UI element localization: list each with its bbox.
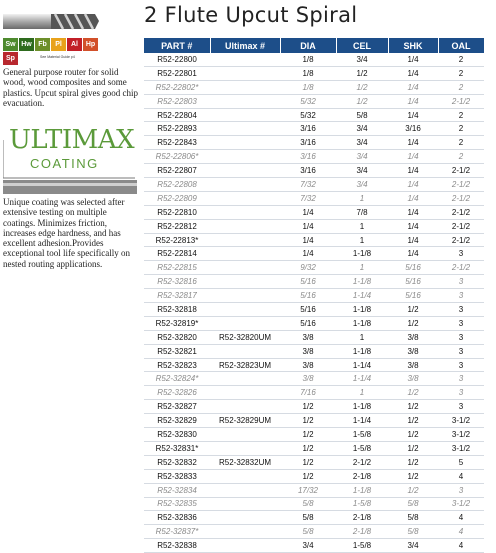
cell-ultimax	[210, 289, 280, 303]
cell-part: R52-22802*	[144, 80, 210, 94]
table-row	[144, 483, 484, 497]
cell-shk: 1/4	[388, 80, 438, 94]
cell-shk: 1/4	[388, 191, 438, 205]
cell-dia: 1/2	[280, 441, 336, 455]
cell-shk: 3/8	[388, 344, 438, 358]
cell-shk: 1/2	[388, 483, 438, 497]
table-row	[144, 330, 484, 344]
cell-ultimax	[210, 428, 280, 442]
cell-cel: 1-1/4	[336, 358, 388, 372]
cell-shk: 5/16	[388, 275, 438, 289]
cell-ultimax	[210, 469, 280, 483]
cell-oal: 2-1/2	[438, 233, 484, 247]
cell-shk: 1/4	[388, 66, 438, 80]
cell-oal: 3	[438, 289, 484, 303]
table-header-row	[144, 38, 484, 53]
cell-part: R52-32837*	[144, 525, 210, 539]
cell-shk: 1/2	[388, 428, 438, 442]
cell-part: R52-32817	[144, 289, 210, 303]
cell-part: R52-32832	[144, 455, 210, 469]
product-table	[144, 38, 485, 553]
cell-shk: 5/8	[388, 511, 438, 525]
cell-ultimax	[210, 344, 280, 358]
cell-dia: 7/16	[280, 386, 336, 400]
table-row	[144, 53, 484, 66]
sidebar	[0, 0, 140, 500]
cell-ultimax	[210, 53, 280, 66]
col-header-part: PART #	[144, 38, 210, 53]
table-row	[144, 316, 484, 330]
cell-part: R52-32834	[144, 483, 210, 497]
cell-cel: 3/4	[336, 53, 388, 66]
cell-ultimax: R52-32832UM	[210, 455, 280, 469]
cell-dia: 1/4	[280, 233, 336, 247]
cell-cel: 1-5/8	[336, 539, 388, 553]
cell-ultimax	[210, 483, 280, 497]
table-row	[144, 247, 484, 261]
cell-oal: 3	[438, 358, 484, 372]
cell-shk: 3/4	[388, 539, 438, 553]
cell-dia: 3/8	[280, 372, 336, 386]
cell-shk: 1/4	[388, 178, 438, 192]
cell-ultimax: R52-32823UM	[210, 358, 280, 372]
cell-oal: 3	[438, 386, 484, 400]
material-sp-icon: Sp	[3, 52, 18, 65]
cell-part: R52-22803	[144, 94, 210, 108]
cell-shk: 5/8	[388, 525, 438, 539]
cell-ultimax	[210, 66, 280, 80]
cell-ultimax	[210, 247, 280, 261]
table-row	[144, 539, 484, 553]
cell-oal: 3	[438, 247, 484, 261]
cell-cel: 1-1/8	[336, 344, 388, 358]
cell-dia: 1/2	[280, 428, 336, 442]
cell-oal: 2-1/2	[438, 219, 484, 233]
material-guide-caption: See Material Guide p4	[40, 55, 75, 59]
cell-dia: 5/16	[280, 316, 336, 330]
cell-ultimax	[210, 261, 280, 275]
col-header-dia: DIA	[280, 38, 336, 53]
table-row	[144, 178, 484, 192]
material-fiberboard-icon: Fb	[35, 38, 50, 51]
col-header-oal: OAL	[438, 38, 484, 53]
cell-part: R52-32819*	[144, 316, 210, 330]
page-title: 2 Flute Upcut Spiral	[144, 3, 358, 27]
cell-part: R52-22806*	[144, 150, 210, 164]
cell-shk: 1/4	[388, 108, 438, 122]
cell-ultimax	[210, 219, 280, 233]
cell-dia: 5/32	[280, 108, 336, 122]
cell-dia: 1/8	[280, 53, 336, 66]
table-row	[144, 66, 484, 80]
material-icons	[3, 38, 103, 66]
cell-cel: 1/2	[336, 80, 388, 94]
cell-oal: 3	[438, 372, 484, 386]
cell-shk: 1/4	[388, 53, 438, 66]
cell-oal: 3	[438, 275, 484, 289]
cell-dia: 5/16	[280, 289, 336, 303]
material-plastic-icon: Pl	[51, 38, 66, 51]
table-row	[144, 386, 484, 400]
cell-cel: 1-1/8	[336, 316, 388, 330]
cell-oal: 3-1/2	[438, 441, 484, 455]
table-row	[144, 455, 484, 469]
cell-cel: 2-1/2	[336, 455, 388, 469]
table-row	[144, 303, 484, 317]
cell-part: R52-22813*	[144, 233, 210, 247]
cell-cel: 5/8	[336, 108, 388, 122]
table-row	[144, 414, 484, 428]
cell-shk: 1/2	[388, 441, 438, 455]
cell-oal: 4	[438, 511, 484, 525]
cell-part: R52-32836	[144, 511, 210, 525]
table-row	[144, 344, 484, 358]
cell-cel: 1-1/8	[336, 247, 388, 261]
cell-cel: 7/8	[336, 205, 388, 219]
table-row	[144, 261, 484, 275]
cell-shk: 1/4	[388, 94, 438, 108]
table-row	[144, 525, 484, 539]
cell-oal: 3-1/2	[438, 497, 484, 511]
cell-ultimax	[210, 316, 280, 330]
cell-part: R52-32833	[144, 469, 210, 483]
col-header-shk: SHK	[388, 38, 438, 53]
cell-cel: 1	[336, 330, 388, 344]
cell-part: R52-22801	[144, 66, 210, 80]
table-row	[144, 219, 484, 233]
cell-cel: 1	[336, 386, 388, 400]
cell-cel: 3/4	[336, 150, 388, 164]
cell-dia: 7/32	[280, 191, 336, 205]
material-hardwood-icon: Hw	[19, 38, 34, 51]
cell-cel: 1-1/8	[336, 275, 388, 289]
cell-dia: 3/16	[280, 150, 336, 164]
cell-dia: 1/2	[280, 414, 336, 428]
cell-dia: 7/32	[280, 178, 336, 192]
cell-part: R52-32816	[144, 275, 210, 289]
cell-oal: 2-1/2	[438, 205, 484, 219]
cell-oal: 2-1/2	[438, 178, 484, 192]
cell-part: R52-22807	[144, 164, 210, 178]
cell-part: R52-32821	[144, 344, 210, 358]
cell-ultimax	[210, 386, 280, 400]
table-row	[144, 497, 484, 511]
cell-ultimax	[210, 94, 280, 108]
cell-oal: 3	[438, 330, 484, 344]
table-row	[144, 372, 484, 386]
cell-part: R52-22800	[144, 53, 210, 66]
table-row	[144, 108, 484, 122]
cell-dia: 3/8	[280, 344, 336, 358]
cell-oal: 3	[438, 344, 484, 358]
table-row	[144, 441, 484, 455]
cell-part: R52-32827	[144, 400, 210, 414]
material-aluminum-icon: Al	[67, 38, 82, 51]
cell-dia: 3/4	[280, 539, 336, 553]
cell-part: R52-22808	[144, 178, 210, 192]
cell-part: R52-22810	[144, 205, 210, 219]
cell-ultimax	[210, 275, 280, 289]
cell-shk: 1/2	[388, 455, 438, 469]
cell-ultimax	[210, 80, 280, 94]
cell-cel: 3/4	[336, 164, 388, 178]
cell-shk: 1/4	[388, 205, 438, 219]
cell-cel: 1-1/4	[336, 372, 388, 386]
cell-shk: 5/16	[388, 289, 438, 303]
table-row	[144, 122, 484, 136]
cell-shk: 3/16	[388, 122, 438, 136]
ultimax-logo-word: ULTIMAX	[9, 125, 135, 155]
table-row	[144, 275, 484, 289]
cell-cel: 2-1/8	[336, 469, 388, 483]
cell-shk: 1/4	[388, 164, 438, 178]
cell-cel: 1	[336, 233, 388, 247]
cell-cel: 1	[336, 191, 388, 205]
cell-cel: 1/2	[336, 94, 388, 108]
cell-cel: 1-1/8	[336, 400, 388, 414]
table-row	[144, 150, 484, 164]
cell-oal: 2	[438, 122, 484, 136]
cell-oal: 3	[438, 303, 484, 317]
col-header-cel: CEL	[336, 38, 388, 53]
table-row	[144, 94, 484, 108]
cell-ultimax	[210, 303, 280, 317]
table-row	[144, 191, 484, 205]
material-softwood-icon: Sw	[3, 38, 18, 51]
cell-part: R52-32824*	[144, 372, 210, 386]
cell-shk: 1/2	[388, 414, 438, 428]
cell-ultimax	[210, 511, 280, 525]
cell-ultimax	[210, 122, 280, 136]
cell-dia: 1/4	[280, 247, 336, 261]
cell-part: R52-32820	[144, 330, 210, 344]
cell-cel: 1-1/4	[336, 289, 388, 303]
cell-cel: 3/4	[336, 136, 388, 150]
cell-oal: 2	[438, 150, 484, 164]
cell-shk: 1/4	[388, 136, 438, 150]
table-row	[144, 400, 484, 414]
material-hp-icon: Hp	[83, 38, 98, 51]
cell-cel: 2-1/8	[336, 511, 388, 525]
cell-oal: 3	[438, 400, 484, 414]
cell-cel: 1-1/4	[336, 414, 388, 428]
cell-part: R52-32818	[144, 303, 210, 317]
cell-cel: 1-5/8	[336, 428, 388, 442]
cell-shk: 3/8	[388, 372, 438, 386]
cell-part: R52-22815	[144, 261, 210, 275]
cell-ultimax	[210, 164, 280, 178]
intro-description: General purpose router for solid wood, wood composites and some plastics. Upcut spiral gives good chip evacuation.	[3, 67, 138, 108]
cell-cel: 1	[336, 261, 388, 275]
coating-description: Unique coating was selected after extensive testing on multiple coatings. Minimizes friction, increases edge hardness, and has excellent adhesion.Provides exceptional tool life specifically on nested routing applications.	[3, 197, 130, 269]
cell-part: R52-32831*	[144, 441, 210, 455]
cell-oal: 2	[438, 53, 484, 66]
cell-dia: 1/2	[280, 469, 336, 483]
cell-ultimax	[210, 400, 280, 414]
cell-part: R52-22814	[144, 247, 210, 261]
table-row	[144, 469, 484, 483]
cell-shk: 5/16	[388, 261, 438, 275]
cell-part: R52-32829	[144, 414, 210, 428]
cell-dia: 1/4	[280, 205, 336, 219]
cell-dia: 5/8	[280, 497, 336, 511]
cell-shk: 1/2	[388, 303, 438, 317]
cell-ultimax	[210, 497, 280, 511]
cell-dia: 17/32	[280, 483, 336, 497]
cell-ultimax	[210, 136, 280, 150]
cell-ultimax	[210, 191, 280, 205]
cell-shk: 1/4	[388, 233, 438, 247]
cell-part: R52-32835	[144, 497, 210, 511]
col-header-ultimax: Ultimax #	[210, 38, 280, 53]
cell-oal: 3	[438, 483, 484, 497]
cell-oal: 2	[438, 66, 484, 80]
cell-dia: 9/32	[280, 261, 336, 275]
cell-cel: 1-1/8	[336, 303, 388, 317]
cell-oal: 2-1/2	[438, 191, 484, 205]
cell-oal: 2	[438, 136, 484, 150]
cell-ultimax: R52-32820UM	[210, 330, 280, 344]
cell-cel: 3/4	[336, 178, 388, 192]
cell-part: R52-22804	[144, 108, 210, 122]
cell-ultimax	[210, 372, 280, 386]
cell-oal: 2-1/2	[438, 94, 484, 108]
cell-dia: 3/8	[280, 358, 336, 372]
ultimax-logo-coating: COATING	[30, 156, 99, 171]
cell-part: R52-22893	[144, 122, 210, 136]
cell-shk: 5/8	[388, 497, 438, 511]
cell-dia: 1/4	[280, 219, 336, 233]
table-row	[144, 80, 484, 94]
cell-oal: 2	[438, 108, 484, 122]
cell-cel: 1/2	[336, 66, 388, 80]
cell-dia: 1/2	[280, 400, 336, 414]
cell-oal: 4	[438, 525, 484, 539]
cell-ultimax	[210, 178, 280, 192]
cell-part: R52-32826	[144, 386, 210, 400]
cell-dia: 5/16	[280, 275, 336, 289]
cell-ultimax	[210, 525, 280, 539]
cell-oal: 2-1/2	[438, 164, 484, 178]
cell-oal: 3-1/2	[438, 414, 484, 428]
cell-dia: 5/32	[280, 94, 336, 108]
cell-dia: 1/8	[280, 80, 336, 94]
table-row	[144, 233, 484, 247]
cell-oal: 2	[438, 80, 484, 94]
cell-dia: 5/16	[280, 303, 336, 317]
cell-oal: 4	[438, 469, 484, 483]
cell-ultimax	[210, 108, 280, 122]
cell-cel: 1-1/8	[336, 483, 388, 497]
cell-dia: 3/16	[280, 164, 336, 178]
cell-oal: 3-1/2	[438, 428, 484, 442]
cell-part: R52-32823	[144, 358, 210, 372]
table-row	[144, 428, 484, 442]
cell-part: R52-22843	[144, 136, 210, 150]
table-row	[144, 205, 484, 219]
cell-ultimax	[210, 205, 280, 219]
cell-ultimax	[210, 441, 280, 455]
cell-cel: 1-5/8	[336, 497, 388, 511]
table-row	[144, 136, 484, 150]
cell-ultimax	[210, 150, 280, 164]
cell-ultimax	[210, 233, 280, 247]
cell-cel: 1	[336, 219, 388, 233]
cell-shk: 1/2	[388, 469, 438, 483]
cell-dia: 5/8	[280, 511, 336, 525]
cell-shk: 1/2	[388, 400, 438, 414]
cell-dia: 3/8	[280, 330, 336, 344]
cell-dia: 1/8	[280, 66, 336, 80]
cell-shk: 1/2	[388, 386, 438, 400]
table-row	[144, 164, 484, 178]
cell-shk: 3/8	[388, 330, 438, 344]
cell-dia: 1/2	[280, 455, 336, 469]
cell-shk: 1/4	[388, 219, 438, 233]
cell-dia: 3/16	[280, 136, 336, 150]
cell-part: R52-32838	[144, 539, 210, 553]
cell-oal: 3	[438, 316, 484, 330]
cell-dia: 5/8	[280, 525, 336, 539]
table-row	[144, 358, 484, 372]
cell-dia: 3/16	[280, 122, 336, 136]
cell-shk: 1/4	[388, 150, 438, 164]
cell-cel: 3/4	[336, 122, 388, 136]
cell-oal: 5	[438, 455, 484, 469]
cell-shk: 3/8	[388, 358, 438, 372]
cell-shk: 1/4	[388, 247, 438, 261]
table-row	[144, 511, 484, 525]
cell-shk: 1/2	[388, 316, 438, 330]
cell-ultimax	[210, 539, 280, 553]
cell-cel: 1-5/8	[336, 441, 388, 455]
cell-part: R52-32830	[144, 428, 210, 442]
cell-oal: 2-1/2	[438, 261, 484, 275]
cell-part: R52-22812	[144, 219, 210, 233]
cell-ultimax: R52-32829UM	[210, 414, 280, 428]
table-row	[144, 289, 484, 303]
cell-part: R52-22809	[144, 191, 210, 205]
cell-cel: 2-1/8	[336, 525, 388, 539]
router-bit-image	[3, 5, 99, 39]
cell-oal: 4	[438, 539, 484, 553]
